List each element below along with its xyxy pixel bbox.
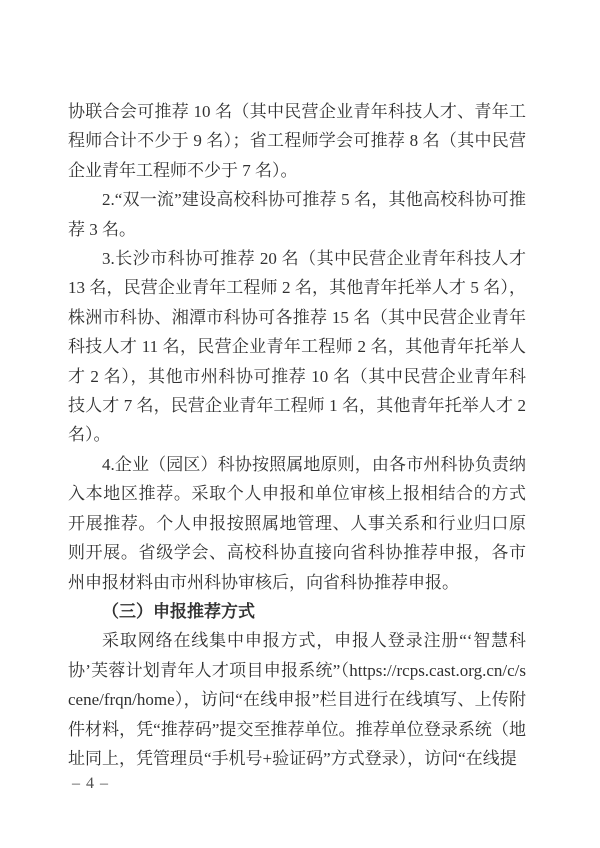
page-number: – 4 – xyxy=(72,775,109,792)
paragraph-6: 采取网络在线集中申报方式，申报人登录注册“‘智慧科协’芙蓉计划青年人才项目申报系统”（https://rcps.cast.org.cn/c/scene/frqn/home），访问“在线申报”栏目进行在线填写、上传附件材料，凭“推荐码”提交至推荐单位。推荐单位登录系统（地址同上，凭管理员“手机号+验证码”方式登录），访问“在线提 xyxy=(68,631,526,768)
paragraph-1: 协联合会可推荐 10 名（其中民营企业青年科技人才、青年工程师合计不少于 9 名）；省工程师学会可推荐 8 名（其中民营企业青年工程师不少于 7 名）。 xyxy=(68,102,526,180)
document-body xyxy=(68,97,526,773)
paragraph-4: 4.企业（园区）科协按照属地原则，由各市州科协负责纳入本地区推荐。采取个人申报和单位审核上报相结合的方式开展推荐。个人申报按照属地管理、人事关系和行业归口原则开展。省级学会、高校科协直接向省科协推荐申报，各市州申报材料由市州科协审核后，向省科协推荐申报。 xyxy=(68,454,526,592)
paragraph-3: 3.长沙市科协可推荐 20 名（其中民营企业青年科技人才 13 名，民营企业青年工程师 2 名，其他青年托举人才 5 名），株洲市科协、湘潭市科协可各推荐 15 名（其中民营企业青年科技人才 11 名，民营企业青年工程师 2 名，其他青年托举人才 2 名），其他市州科协可推荐 10 名（其中民营企业青年科技人才 7 名，民营企业青年工程师 1 名，其他青年托举人才 2 名）。 xyxy=(68,249,526,445)
paragraph-2: 2.“双一流”建设高校科协可推荐 5 名，其他高校科协可推荐 3 名。 xyxy=(68,190,526,239)
section-heading: （三）申报推荐方式 xyxy=(102,601,255,621)
